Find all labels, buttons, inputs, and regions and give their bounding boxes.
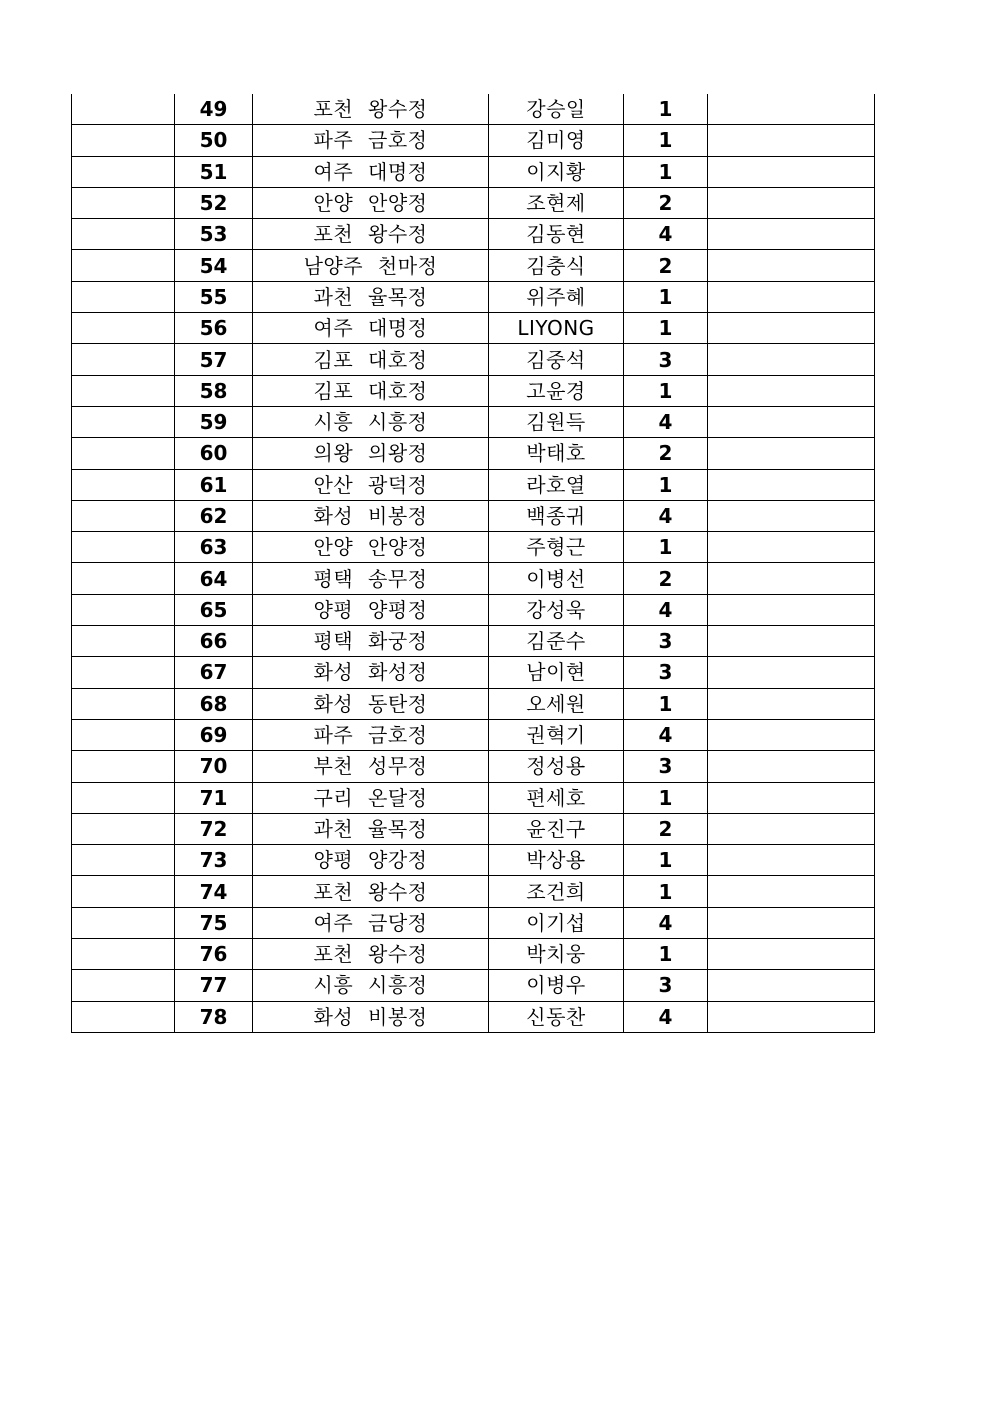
place-text: 시흥 시흥정 <box>313 410 428 435</box>
table-row <box>72 532 875 563</box>
entry-number-cell: 63 <box>175 532 253 563</box>
person-name-cell <box>489 219 624 250</box>
person-name-cell <box>489 94 624 125</box>
blank-cell <box>72 751 175 782</box>
notes-cell <box>708 281 875 312</box>
place-cell <box>253 500 489 531</box>
place-text: 평택 송무정 <box>313 566 428 591</box>
notes-cell <box>708 469 875 500</box>
place-cell <box>253 688 489 719</box>
blank-cell <box>72 375 175 406</box>
blank-cell <box>72 406 175 437</box>
person-name-cell <box>489 970 624 1001</box>
notes-cell <box>708 250 875 281</box>
place-text: 남양주 천마정 <box>303 253 438 278</box>
blank-cell <box>72 438 175 469</box>
table-row <box>72 125 875 156</box>
place-cell <box>253 250 489 281</box>
count-cell: 4 <box>624 719 708 750</box>
count-cell: 1 <box>624 939 708 970</box>
place-text: 안양 안양정 <box>313 535 428 560</box>
notes-cell <box>708 125 875 156</box>
person-name-cell <box>489 626 624 657</box>
person-name-text: 조건희 <box>526 879 586 904</box>
place-text: 의왕 의왕정 <box>313 441 428 466</box>
place-cell <box>253 626 489 657</box>
notes-cell <box>708 532 875 563</box>
entry-number-cell: 55 <box>175 281 253 312</box>
person-name-text: 백종귀 <box>526 504 586 528</box>
person-name-cell <box>489 657 624 688</box>
person-name-text: 김충식 <box>526 253 586 278</box>
place-cell <box>253 438 489 469</box>
count-cell: 1 <box>624 688 708 719</box>
count-cell: 4 <box>624 406 708 437</box>
notes-cell <box>708 813 875 844</box>
entry-number-cell: 56 <box>175 313 253 344</box>
person-name-cell <box>489 281 624 312</box>
notes-cell <box>708 313 875 344</box>
place-cell <box>253 563 489 594</box>
person-name-cell <box>489 688 624 719</box>
count-cell: 1 <box>624 469 708 500</box>
person-name-text: 권혁기 <box>526 723 586 748</box>
notes-cell <box>708 782 875 813</box>
person-name-text: 이지황 <box>526 159 586 184</box>
blank-cell <box>72 626 175 657</box>
count-cell: 3 <box>624 751 708 782</box>
notes-cell <box>708 187 875 218</box>
blank-cell <box>72 970 175 1001</box>
entry-number-cell: 73 <box>175 845 253 876</box>
notes-cell <box>708 375 875 406</box>
person-name-cell <box>489 532 624 563</box>
place-text: 여주 대명정 <box>313 159 428 184</box>
table-row <box>72 1001 875 1032</box>
table-row <box>72 782 875 813</box>
count-cell: 1 <box>624 313 708 344</box>
entry-number-cell: 51 <box>175 156 253 187</box>
person-name-text: 편세호 <box>526 785 586 810</box>
person-name-cell <box>489 876 624 907</box>
table-row <box>72 156 875 187</box>
count-cell: 3 <box>624 344 708 375</box>
place-cell <box>253 845 489 876</box>
person-name-text: 박태호 <box>526 441 586 466</box>
count-cell: 1 <box>624 125 708 156</box>
person-name-text: 강승일 <box>526 97 586 122</box>
notes-cell <box>708 907 875 938</box>
place-text: 포천 왕수정 <box>313 222 428 247</box>
table-row <box>72 907 875 938</box>
table-row <box>72 250 875 281</box>
notes-cell <box>708 688 875 719</box>
person-name-cell <box>489 187 624 218</box>
entry-number-cell: 71 <box>175 782 253 813</box>
place-text: 화성 화성정 <box>313 660 428 685</box>
person-name-cell <box>489 719 624 750</box>
blank-cell <box>72 657 175 688</box>
entry-number-cell: 69 <box>175 719 253 750</box>
person-name-text: 김중석 <box>526 347 586 372</box>
roster-table <box>71 94 875 1033</box>
entry-number-cell: 78 <box>175 1001 253 1032</box>
person-name-text: 이병선 <box>526 566 586 591</box>
place-text: 안양 안양정 <box>313 191 428 216</box>
notes-cell <box>708 438 875 469</box>
place-cell <box>253 469 489 500</box>
notes-cell <box>708 1001 875 1032</box>
count-cell: 4 <box>624 500 708 531</box>
table-row <box>72 187 875 218</box>
notes-cell <box>708 563 875 594</box>
table-row <box>72 563 875 594</box>
person-name-cell <box>489 156 624 187</box>
place-cell <box>253 344 489 375</box>
place-text: 포천 왕수정 <box>313 942 428 967</box>
person-name-text: 신동찬 <box>526 1004 586 1029</box>
entry-number-cell: 77 <box>175 970 253 1001</box>
person-name-cell <box>489 500 624 531</box>
blank-cell <box>72 187 175 218</box>
person-name-cell <box>489 469 624 500</box>
place-text: 부천 성무정 <box>313 754 428 779</box>
count-cell: 1 <box>624 375 708 406</box>
blank-cell <box>72 469 175 500</box>
blank-cell <box>72 719 175 750</box>
table-row <box>72 751 875 782</box>
place-cell <box>253 876 489 907</box>
entry-number-cell: 57 <box>175 344 253 375</box>
entry-number-cell: 60 <box>175 438 253 469</box>
count-cell: 2 <box>624 813 708 844</box>
blank-cell <box>72 594 175 625</box>
entry-number-cell: 67 <box>175 657 253 688</box>
entry-number-cell: 62 <box>175 500 253 531</box>
entry-number-cell: 72 <box>175 813 253 844</box>
place-text: 구리 온달정 <box>313 785 428 810</box>
count-cell: 1 <box>624 94 708 125</box>
count-cell: 2 <box>624 563 708 594</box>
person-name-cell <box>489 751 624 782</box>
notes-cell <box>708 94 875 125</box>
count-cell: 4 <box>624 594 708 625</box>
entry-number-cell: 50 <box>175 125 253 156</box>
person-name-cell <box>489 406 624 437</box>
count-cell: 3 <box>624 657 708 688</box>
entry-number-cell: 70 <box>175 751 253 782</box>
table-row <box>72 939 875 970</box>
blank-cell <box>72 813 175 844</box>
person-name-text: 김준수 <box>526 629 586 654</box>
place-cell <box>253 594 489 625</box>
place-cell <box>253 1001 489 1032</box>
place-text: 파주 금호정 <box>313 723 428 748</box>
person-name-text: 박상용 <box>526 848 586 873</box>
entry-number-cell: 53 <box>175 219 253 250</box>
place-text: 김포 대호정 <box>313 347 428 372</box>
count-cell: 1 <box>624 782 708 813</box>
person-name-text: 정성용 <box>526 754 586 779</box>
count-cell: 3 <box>624 970 708 1001</box>
notes-cell <box>708 719 875 750</box>
blank-cell <box>72 344 175 375</box>
place-cell <box>253 406 489 437</box>
notes-cell <box>708 156 875 187</box>
count-cell: 4 <box>624 1001 708 1032</box>
count-cell: 3 <box>624 626 708 657</box>
notes-cell <box>708 970 875 1001</box>
place-cell <box>253 532 489 563</box>
place-text: 시흥 시흥정 <box>313 973 428 998</box>
blank-cell <box>72 845 175 876</box>
count-cell: 2 <box>624 187 708 218</box>
place-text: 화성 동탄정 <box>313 691 428 716</box>
table-row <box>72 845 875 876</box>
place-cell <box>253 782 489 813</box>
person-name-cell <box>489 344 624 375</box>
person-name-text: 오세원 <box>526 691 586 716</box>
blank-cell <box>72 563 175 594</box>
person-name-cell <box>489 125 624 156</box>
place-text: 화성 비봉정 <box>313 1004 428 1029</box>
table-row <box>72 594 875 625</box>
blank-cell <box>72 94 175 125</box>
person-name-cell <box>489 375 624 406</box>
table-row <box>72 876 875 907</box>
place-text: 평택 화궁정 <box>313 629 428 654</box>
place-cell <box>253 187 489 218</box>
person-name-text: 이병우 <box>526 973 586 998</box>
notes-cell <box>708 876 875 907</box>
person-name-text: 박치웅 <box>526 942 586 967</box>
person-name-text: 고윤경 <box>526 378 586 403</box>
table-row <box>72 313 875 344</box>
person-name-text: 위주혜 <box>526 284 586 309</box>
place-cell <box>253 939 489 970</box>
place-cell <box>253 156 489 187</box>
table-row <box>72 375 875 406</box>
blank-cell <box>72 500 175 531</box>
blank-cell <box>72 782 175 813</box>
count-cell: 4 <box>624 219 708 250</box>
entry-number-cell: 61 <box>175 469 253 500</box>
notes-cell <box>708 845 875 876</box>
place-cell <box>253 719 489 750</box>
table-row <box>72 688 875 719</box>
entry-number-cell: 74 <box>175 876 253 907</box>
place-cell <box>253 657 489 688</box>
table-row <box>72 406 875 437</box>
place-cell <box>253 375 489 406</box>
table-row <box>72 344 875 375</box>
entry-number-cell: 76 <box>175 939 253 970</box>
table-row <box>72 219 875 250</box>
place-cell <box>253 125 489 156</box>
count-cell: 2 <box>624 438 708 469</box>
blank-cell <box>72 1001 175 1032</box>
count-cell: 1 <box>624 876 708 907</box>
notes-cell <box>708 594 875 625</box>
blank-cell <box>72 250 175 281</box>
person-name-text: 이기섭 <box>526 910 586 935</box>
person-name-cell <box>489 594 624 625</box>
blank-cell <box>72 125 175 156</box>
blank-cell <box>72 939 175 970</box>
blank-cell <box>72 907 175 938</box>
place-cell <box>253 813 489 844</box>
person-name-cell <box>489 438 624 469</box>
table-row <box>72 281 875 312</box>
person-name-cell <box>489 563 624 594</box>
place-text: 안산 광덕정 <box>313 472 428 497</box>
person-name-cell <box>489 250 624 281</box>
blank-cell <box>72 876 175 907</box>
person-name-text: 라호열 <box>526 472 586 497</box>
person-name-text: 조현제 <box>526 191 586 216</box>
person-name-cell <box>489 845 624 876</box>
person-name-cell <box>489 907 624 938</box>
person-name-text: 윤진구 <box>526 816 586 841</box>
table-row <box>72 94 875 125</box>
place-cell <box>253 907 489 938</box>
place-cell <box>253 94 489 125</box>
table-row <box>72 469 875 500</box>
table-row <box>72 970 875 1001</box>
person-name-text: 김원득 <box>526 410 586 435</box>
notes-cell <box>708 751 875 782</box>
notes-cell <box>708 406 875 437</box>
entry-number-cell: 52 <box>175 187 253 218</box>
notes-cell <box>708 219 875 250</box>
place-cell <box>253 281 489 312</box>
entry-number-cell: 59 <box>175 406 253 437</box>
person-name-text: LIYONG <box>517 316 595 341</box>
count-cell: 1 <box>624 845 708 876</box>
place-text: 여주 대명정 <box>313 316 428 341</box>
place-text: 화성 비봉정 <box>313 504 428 528</box>
person-name-text: 김미영 <box>526 128 586 153</box>
entry-number-cell: 64 <box>175 563 253 594</box>
roster-table-body <box>72 94 875 1032</box>
place-text: 포천 왕수정 <box>313 97 428 122</box>
entry-number-cell: 65 <box>175 594 253 625</box>
entry-number-cell: 75 <box>175 907 253 938</box>
person-name-text: 김동현 <box>526 222 586 247</box>
notes-cell <box>708 626 875 657</box>
place-text: 파주 금호정 <box>313 128 428 153</box>
count-cell: 2 <box>624 250 708 281</box>
person-name-cell <box>489 782 624 813</box>
notes-cell <box>708 657 875 688</box>
place-cell <box>253 751 489 782</box>
table-row <box>72 626 875 657</box>
place-text: 과천 율목정 <box>313 284 428 309</box>
blank-cell <box>72 281 175 312</box>
entry-number-cell: 54 <box>175 250 253 281</box>
table-row <box>72 500 875 531</box>
entry-number-cell: 49 <box>175 94 253 125</box>
entry-number-cell: 68 <box>175 688 253 719</box>
notes-cell <box>708 344 875 375</box>
person-name-text: 주형근 <box>526 535 586 560</box>
notes-cell <box>708 939 875 970</box>
person-name-text: 남이현 <box>526 660 586 685</box>
place-text: 여주 금당정 <box>313 910 428 935</box>
person-name-cell <box>489 313 624 344</box>
place-text: 김포 대호정 <box>313 378 428 403</box>
count-cell: 1 <box>624 156 708 187</box>
blank-cell <box>72 532 175 563</box>
table-row <box>72 438 875 469</box>
table-row <box>72 657 875 688</box>
table-row <box>72 719 875 750</box>
place-cell <box>253 219 489 250</box>
person-name-cell <box>489 939 624 970</box>
count-cell: 1 <box>624 532 708 563</box>
person-name-cell <box>489 1001 624 1032</box>
entry-number-cell: 58 <box>175 375 253 406</box>
place-cell <box>253 313 489 344</box>
blank-cell <box>72 219 175 250</box>
table-row <box>72 813 875 844</box>
person-name-cell <box>489 813 624 844</box>
blank-cell <box>72 156 175 187</box>
blank-cell <box>72 688 175 719</box>
notes-cell <box>708 500 875 531</box>
place-text: 양평 양평정 <box>313 597 428 622</box>
place-text: 포천 왕수정 <box>313 879 428 904</box>
place-cell <box>253 970 489 1001</box>
place-text: 과천 율목정 <box>313 816 428 841</box>
place-text: 양평 양강정 <box>313 848 428 873</box>
count-cell: 1 <box>624 281 708 312</box>
blank-cell <box>72 313 175 344</box>
entry-number-cell: 66 <box>175 626 253 657</box>
count-cell: 4 <box>624 907 708 938</box>
person-name-text: 강성욱 <box>526 597 586 622</box>
